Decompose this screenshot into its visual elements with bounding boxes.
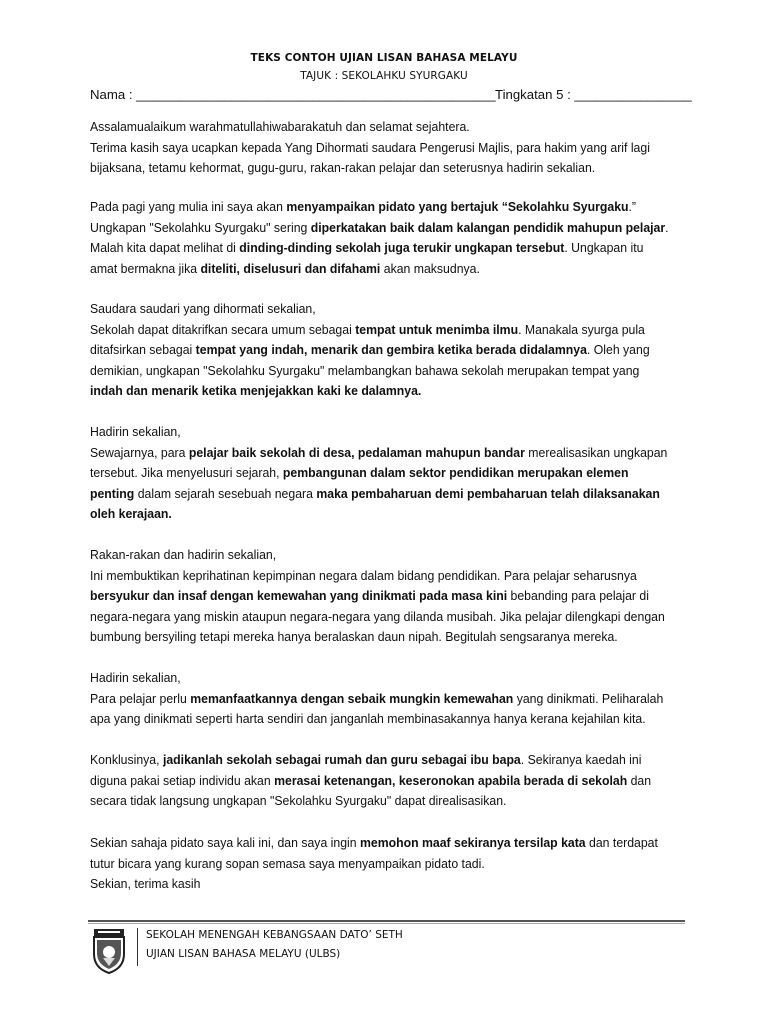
footer-separator bbox=[137, 928, 138, 966]
paragraph-gratitude bbox=[90, 545, 665, 648]
text-line: demikian, ungkapan "Sekolahku Syurgaku" melambangkan bahawa sekolah merupakan tempat yang bbox=[90, 362, 640, 378]
text-line: ditafsirkan sebagai tempat yang indah, menarik dan gembira ketika berada didalamnya. Oleh yang bbox=[90, 342, 650, 358]
text-line: penting dalam sejarah sesebuah negara maka pembaharuan demi pembaharuan telah dilaksanakan bbox=[90, 485, 660, 501]
text-line: Sekian, terima kasih bbox=[90, 876, 201, 892]
text-line: Konklusinya, jadikanlah sekolah sebagai rumah dan guru sebagai ibu bapa. Sekiranya kaedah ini bbox=[90, 752, 642, 767]
footer-divider-thin bbox=[88, 923, 685, 924]
paragraph-greeting bbox=[90, 117, 650, 179]
text-line: Saudara saudari yang dihormati sekalian, bbox=[90, 301, 316, 316]
school-name: SEKOLAH MENENGAH KEBANGSAAN DATO’ SETH bbox=[146, 929, 403, 941]
school-crest-icon bbox=[90, 928, 128, 974]
text-line: tutur bicara yang kurang sopan semasa saya menyampaikan pidato tadi. bbox=[90, 855, 485, 871]
paragraph-closing bbox=[90, 833, 658, 895]
text-line: amat bermakna jika diteliti, diselusuri dan difahami akan maksudnya. bbox=[90, 260, 480, 276]
text-line: Hadirin sekalian, bbox=[90, 670, 181, 685]
nama-label: Nama : _________________________________________________ bbox=[90, 87, 496, 102]
text-line: oleh kerajaan. bbox=[90, 506, 172, 522]
text-line: Sewajarnya, para pelajar baik sekolah di desa, pedalaman mahupun bandar merealisasikan ungkapan bbox=[90, 444, 668, 460]
paragraph-conclusion bbox=[90, 750, 652, 812]
text-line: Para pelajar perlu memanfaatkannya dengan sebaik mungkin kemewahan yang dinikmati. Peliharalah bbox=[90, 690, 664, 706]
text-line: bumbung bersyiling tetapi mereka hanya beralaskan daun nipah. Begitulah sengsaranya mereka. bbox=[90, 629, 618, 645]
text-line: Sekolah dapat ditakrifkan secara umum sebagai tempat untuk menimba ilmu. Manakala syurga pula bbox=[90, 321, 645, 337]
text-line: Hadirin sekalian, bbox=[90, 424, 181, 439]
text-line: Pada pagi yang mulia ini saya akan menyampaikan pidato yang bertajuk “Sekolahku Syurgaku.” bbox=[90, 199, 637, 214]
text-line: tersebut. Jika menyelusuri sejarah, pembangunan dalam sektor pendidikan merupakan elemen bbox=[90, 465, 629, 481]
text-line: secara tidak langsung ungkapan "Sekolahku Syurgaku" dapat direalisasikan. bbox=[90, 793, 507, 809]
tingkatan-label: Tingkatan 5 : ________________ bbox=[495, 87, 692, 102]
name-row bbox=[90, 87, 690, 102]
footer-divider bbox=[88, 920, 685, 922]
text-line: Sekian sahaja pidato saya kali ini, dan saya ingin memohon maaf sekiranya tersilap kata dan terdapat bbox=[90, 835, 658, 850]
document-subtitle: TAJUK : SEKOLAHKU SYURGAKU bbox=[300, 70, 468, 82]
paragraph-definition bbox=[90, 299, 650, 402]
text-line: indah dan menarik ketika menjejakkan kaki ke dalamnya. bbox=[90, 383, 422, 399]
text-line: bijaksana, tetamu kehormat, gugu-guru, rakan-rakan pelajar dan seterusnya hadirin sekalian. bbox=[90, 160, 596, 176]
text-line: Malah kita dapat melihat di dinding-dinding sekolah juga terukir ungkapan tersebut. Ungkapan itu bbox=[90, 240, 644, 256]
paragraph-history bbox=[90, 422, 668, 525]
paragraph-advice bbox=[90, 668, 664, 730]
text-line: Ini membuktikan keprihatinan kepimpinan negara dalam bidang pendidikan. Para pelajar seharusnya bbox=[90, 567, 637, 583]
text-line: diguna pakai setiap individu akan merasai ketenangan, keseronokan apabila berada di sekolah dan bbox=[90, 772, 652, 788]
document-title: TEKS CONTOH UJIAN LISAN BAHASA MELAYU bbox=[250, 52, 518, 64]
text-line: bersyukur dan insaf dengan kemewahan yang dinikmati pada masa kini bebanding para pelajar di bbox=[90, 588, 649, 604]
text-line: Ungkapan "Sekolahku Syurgaku" sering diperkatakan baik dalam kalangan pendidik mahupun pelajar. bbox=[90, 219, 669, 235]
paragraph-intro bbox=[90, 197, 669, 279]
text-line: negara-negara yang miskin ataupun negara-negara yang dilanda musibah. Jika pelajar dilengkapi dengan bbox=[90, 608, 665, 624]
text-line: Terima kasih saya ucapkan kepada Yang Dihormati saudara Pengerusi Majlis, para hakim yang arif lagi bbox=[90, 139, 650, 155]
text-line: Assalamualaikum warahmatullahiwabarakatuh dan selamat sejahtera. bbox=[90, 119, 470, 134]
text-line: Rakan-rakan dan hadirin sekalian, bbox=[90, 547, 277, 562]
exam-name: UJIAN LISAN BAHASA MELAYU (ULBS) bbox=[146, 948, 341, 960]
text-line: apa yang dinikmati seperti harta sendiri dan janganlah membinasakannya hanya kerana kejahilan kita. bbox=[90, 711, 646, 727]
